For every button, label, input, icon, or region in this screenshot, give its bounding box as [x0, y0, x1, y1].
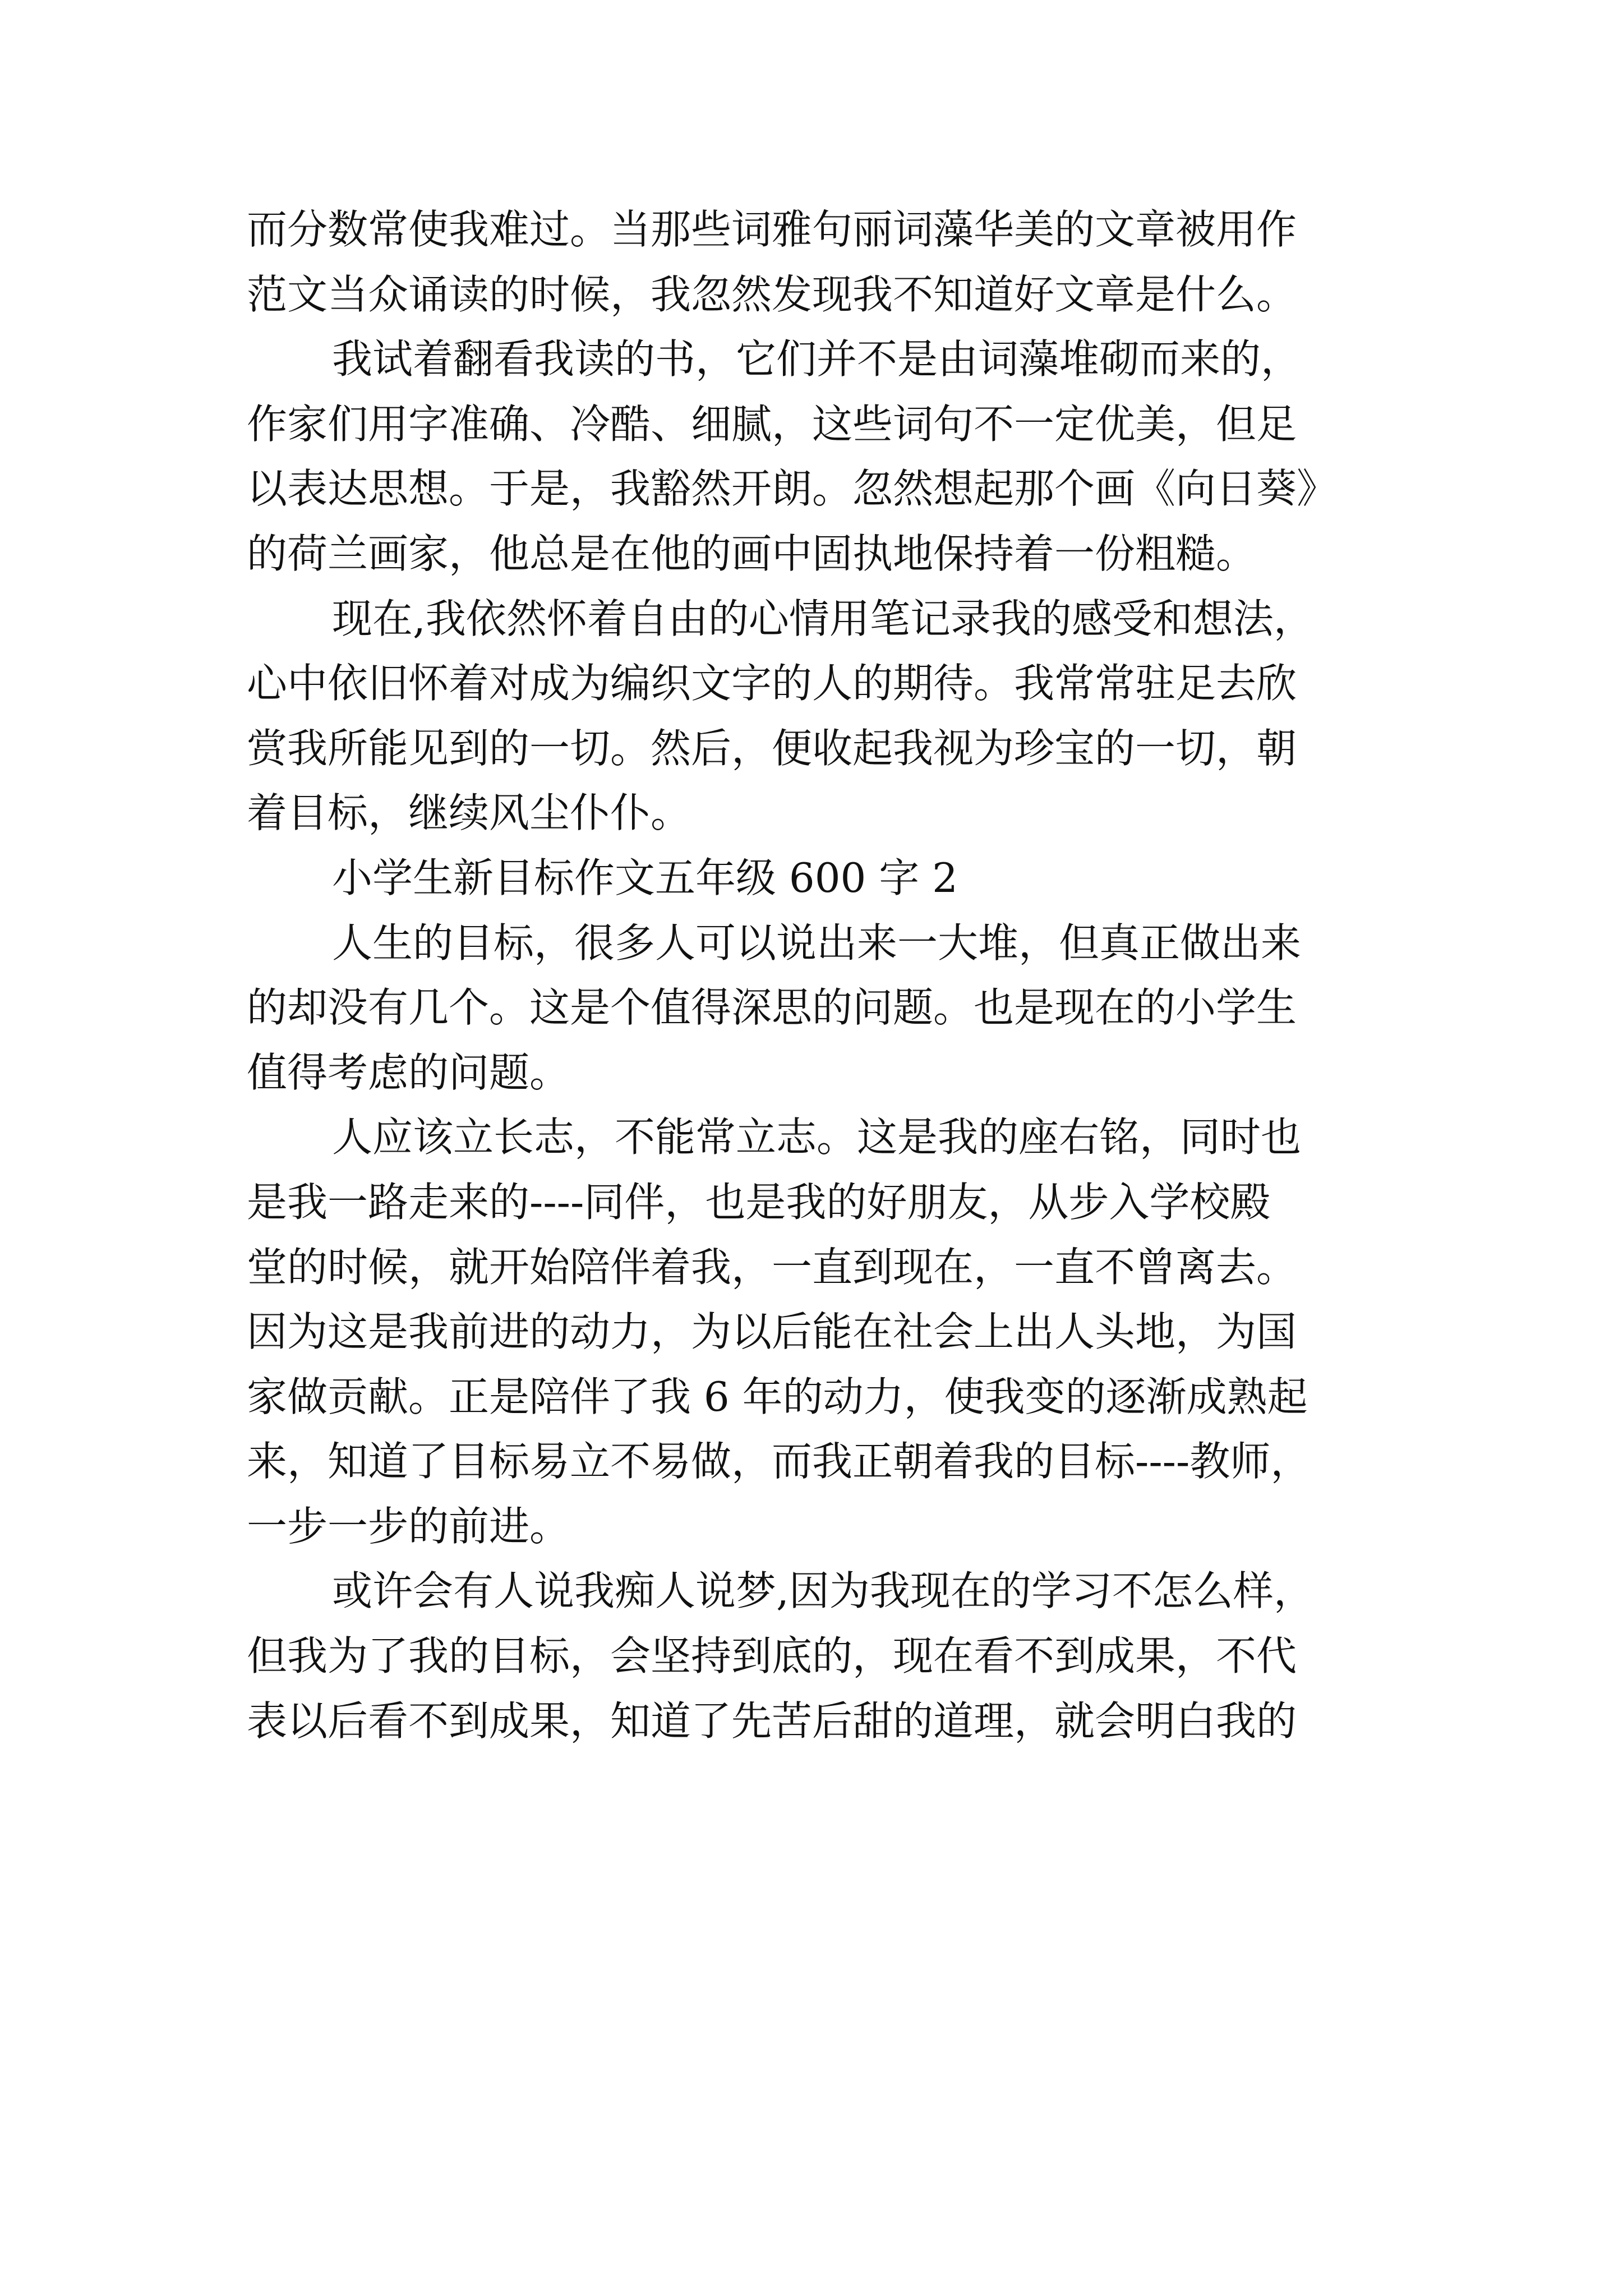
- text-line: 人生的目标，很多人可以说出来一大堆，但真正做出来: [332, 919, 1302, 967]
- text-line: 的荷兰画家，他总是在他的画中固执地保持着一份粗糙。: [247, 530, 1257, 577]
- text-line: 值得考虑的问题。: [247, 1048, 570, 1096]
- text-line: 着目标，继续风尘仆仆。: [247, 789, 691, 837]
- text-line: 范文当众诵读的时候，我忽然发现我不知道好文章是什么。: [247, 270, 1297, 318]
- text-line: 家做贡献。正是陪伴了我 6 年的动力，使我变的逐渐成熟起: [247, 1373, 1308, 1420]
- text-line: 来，知道了目标易立不易做，而我正朝着我的目标----教师，: [247, 1438, 1311, 1485]
- text-line: 小学生新目标作文五年级 600 字 2: [332, 854, 958, 901]
- text-line: 表以后看不到成果，知道了先苦后甜的道理，就会明白我的: [247, 1697, 1297, 1745]
- essay-body: [247, 197, 1368, 1754]
- text-line: 现在,我依然怀着自由的心情用笔记录我的感受和想法，: [332, 595, 1314, 642]
- text-line: 的却没有几个。这是个值得深思的问题。也是现在的小学生: [247, 984, 1297, 1032]
- text-line: 因为这是我前进的动力，为以后能在社会上出人头地，为国: [247, 1308, 1297, 1356]
- text-line: 赏我所能见到的一切。然后，便收起我视为珍宝的一切，朝: [247, 724, 1297, 772]
- text-line: 人应该立长志，不能常立志。这是我的座右铭，同时也: [332, 1114, 1302, 1161]
- text-line: 或许会有人说我痴人说梦,因为我现在的学习不怎么样，: [332, 1567, 1314, 1615]
- text-line: 而分数常使我难过。当那些词雅句丽词藻华美的文章被用作: [247, 206, 1297, 253]
- text-line: 以表达思想。于是，我豁然开朗。忽然想起那个画《向日葵》: [247, 465, 1338, 513]
- text-line: 一步一步的前进。: [247, 1502, 570, 1550]
- text-line: 我试着翻看我读的书，它们并不是由词藻堆砌而来的，: [332, 335, 1302, 383]
- text-line: 是我一路走来的----同伴，也是我的好朋友，从步入学校殿: [247, 1178, 1271, 1226]
- text-line: 但我为了我的目标，会坚持到底的，现在看不到成果，不代: [247, 1632, 1297, 1680]
- text-line: 堂的时候，就开始陪伴着我，一直到现在，一直不曾离去。: [247, 1243, 1297, 1291]
- text-line: 心中依旧怀着对成为编织文字的人的期待。我常常驻足去欣: [247, 660, 1297, 707]
- text-line: 作家们用字准确、冷酷、细腻，这些词句不一定优美，但足: [247, 400, 1297, 448]
